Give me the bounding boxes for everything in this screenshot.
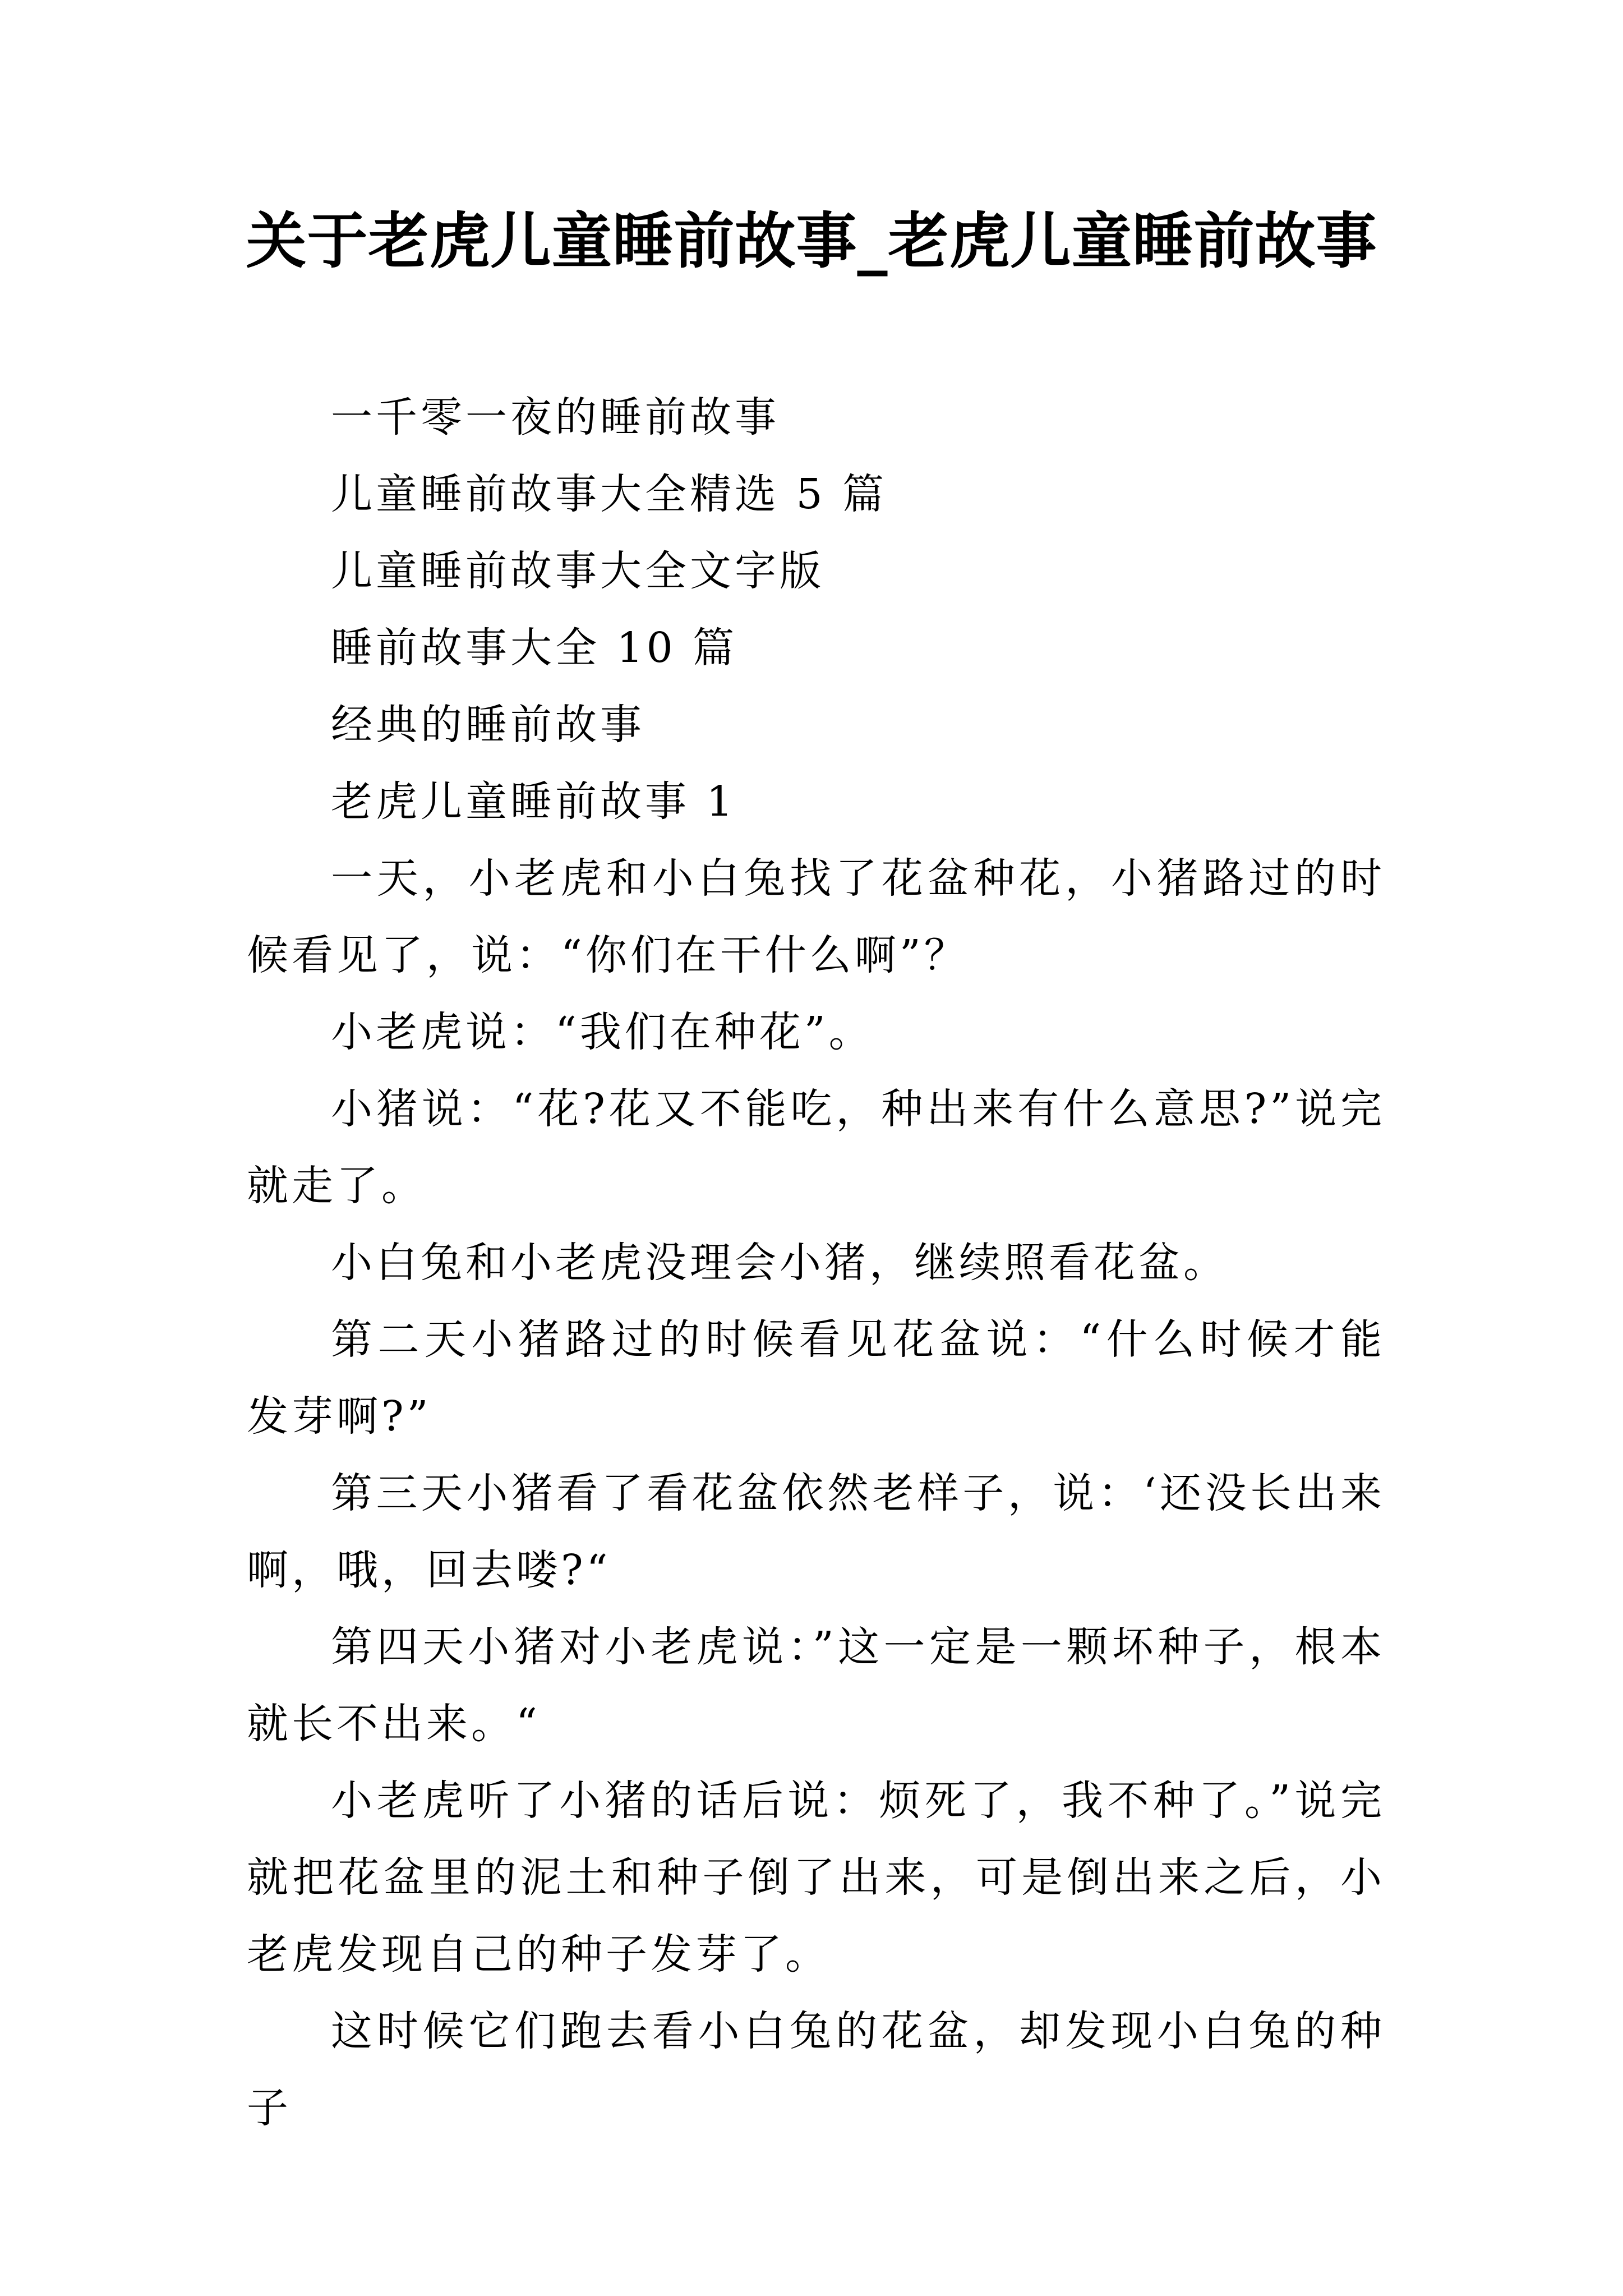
paragraph: 第二天小猪路过的时候看见花盆说：“什么时候才能发芽啊?” bbox=[247, 1315, 1385, 1441]
paragraph: 小老虎说：“我们在种花”。 bbox=[331, 1008, 874, 1056]
section-heading: 老虎儿童睡前故事 1 bbox=[331, 777, 736, 826]
document-body bbox=[247, 379, 1385, 2147]
related-link-1[interactable]: 一千零一夜的睡前故事 bbox=[331, 393, 780, 441]
paragraph: 小猪说：“花?花又不能吃，种出来有什么意思?”说完就走了。 bbox=[247, 1085, 1385, 1210]
document-title: 关于老虎儿童睡前故事_老虎儿童睡前故事 bbox=[246, 206, 1377, 277]
related-link-2[interactable]: 儿童睡前故事大全精选 5 篇 bbox=[331, 470, 888, 518]
paragraph: 小白兔和小老虎没理会小猪，继续照看花盆。 bbox=[331, 1239, 1228, 1287]
paragraph: 这时候它们跑去看小白兔的花盆，却发现小白兔的种子 bbox=[247, 2007, 1385, 2132]
paragraph: 第三天小猪看了看花盆依然老样子，说：‘还没长出来啊，哦，回去喽?“ bbox=[247, 1469, 1385, 1594]
related-link-4[interactable]: 睡前故事大全 10 篇 bbox=[331, 624, 738, 672]
related-link-3[interactable]: 儿童睡前故事大全文字版 bbox=[331, 547, 824, 595]
paragraph: 第四天小猪对小老虎说：”这一定是一颗坏种子，根本就长不出来。“ bbox=[247, 1623, 1385, 1748]
paragraph: 小老虎听了小猪的话后说：烦死了，我不种了。”说完就把花盆里的泥土和种子倒了出来，可是倒出来之后，小老虎发现自己的种子发芽了。 bbox=[247, 1777, 1385, 1978]
paragraph: 一天，小老虎和小白兔找了花盆种花，小猪路过的时候看见了，说：“你们在干什么啊”？ bbox=[247, 854, 1385, 979]
related-link-5[interactable]: 经典的睡前故事 bbox=[331, 701, 645, 749]
